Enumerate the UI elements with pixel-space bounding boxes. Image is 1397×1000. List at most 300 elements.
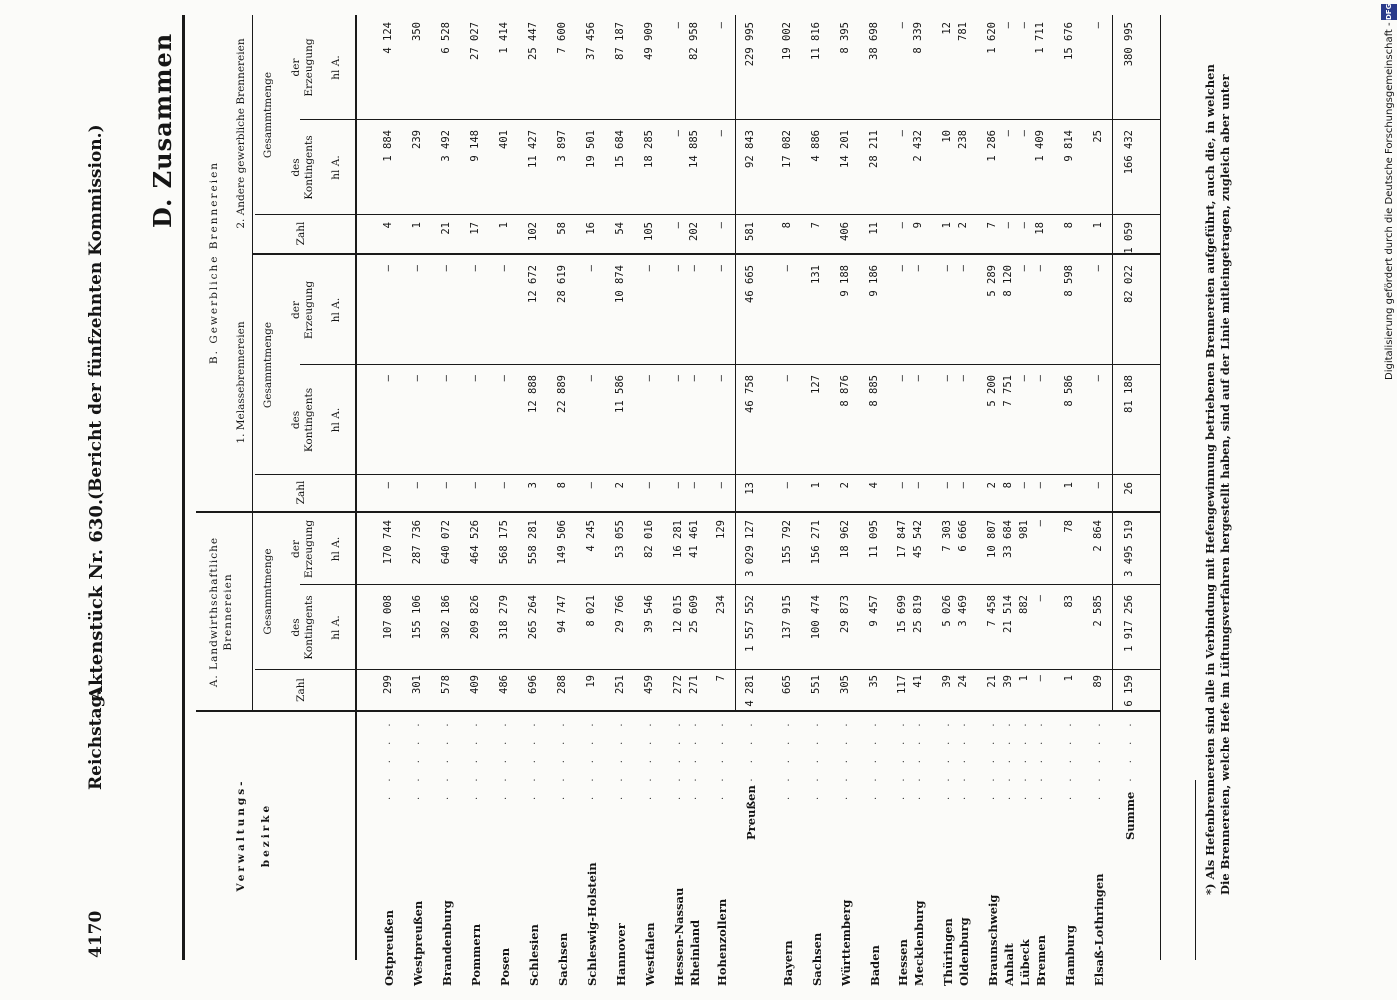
table-cell-b2-kont: —: [1018, 130, 1030, 137]
leader-dots: . . . . .: [1034, 717, 1045, 800]
table-cell-b2-zahl: —: [896, 222, 908, 229]
table-cell-b1-erz: —: [781, 265, 793, 272]
table-cell-b1-erz: —: [1092, 265, 1104, 272]
table-cell-a-erz: 16 281: [672, 520, 684, 558]
table-cell-a-erz: 155 792: [781, 520, 793, 565]
leader-dots: . . . . .: [1063, 717, 1074, 800]
table-cell-b2-kont: —: [896, 130, 908, 137]
table-cell-a-kont: 15 699: [896, 595, 908, 633]
table-cell-b1-erz: —: [382, 265, 394, 272]
table-cell-a-erz: 129: [715, 520, 727, 539]
header-kont-b1: Kontingents: [303, 387, 315, 453]
table-cell-a-zahl: 117: [896, 675, 908, 694]
table-cell-b1-kont: —: [672, 375, 684, 382]
header-der-b2: der: [290, 58, 302, 77]
header-group-b: B. Gewerbliche Brennereien: [208, 160, 220, 365]
row-label: Schleswig-Holstein: [585, 862, 599, 986]
table-cell-a-zahl: 41: [912, 675, 924, 688]
row-label: Sachsen: [810, 932, 824, 986]
table-cell-a-kont: 882: [1018, 595, 1030, 614]
table-cell-b1-kont: —: [941, 375, 953, 382]
row-label: Oldenburg: [957, 917, 971, 986]
document-number: Aktenstück Nr. 630.: [86, 498, 107, 700]
table-cell-b2-kont: 25: [1092, 130, 1104, 143]
header-group-b1: 1. Melassebrennereien: [235, 321, 247, 444]
table-cell-a-kont: 3 469: [957, 595, 969, 627]
table-cell-a-kont: 155 106: [411, 595, 423, 640]
table-cell-b2-erz: 15 676: [1063, 22, 1075, 60]
table-cell-a-kont: 94 747: [556, 595, 568, 633]
row-label: Braunschweig: [986, 894, 1000, 986]
table-cell-b2-kont: 1 409: [1034, 130, 1046, 162]
table-cell-b2-kont: 238: [957, 130, 969, 149]
table-cell-b2-zahl: 102: [527, 222, 539, 241]
table-cell-a-zahl: 39: [1002, 675, 1014, 688]
table-cell-a-erz: 3 029 127: [744, 520, 756, 577]
table-cell-a-zahl: 271: [688, 675, 700, 694]
table-cell-b1-erz: —: [643, 265, 655, 272]
table-cell-b1-kont: 12 888: [527, 375, 539, 413]
row-label: Elsaß-Lothringen: [1092, 873, 1106, 986]
header-unit-a2: hl A.: [330, 536, 342, 562]
table-cell-b2-kont: 3 492: [440, 130, 452, 162]
table-cell-a-erz: 10 807: [986, 520, 998, 558]
table-cell-a-zahl: 4 281: [744, 675, 756, 707]
table-cell-a-erz: 558 281: [527, 520, 539, 565]
table-cell-b1-erz: —: [498, 265, 510, 272]
table-cell-a-kont: 1 917 256: [1123, 595, 1135, 652]
table-cell-b2-zahl: 8: [781, 222, 793, 229]
leader-dots: . . . . .: [1002, 717, 1013, 800]
table-cell-b1-zahl: 13: [744, 482, 756, 495]
table-cell-a-erz: 568 175: [498, 520, 510, 565]
leader-dots: . . . . .: [941, 717, 952, 800]
table-cell-a-zahl: 39: [941, 675, 953, 688]
reichstag-label: Reichstag.: [86, 689, 106, 790]
row-label: Bremen: [1034, 935, 1048, 986]
table-cell-b1-zahl: —: [643, 482, 655, 489]
table-cell-b1-erz: 82 022: [1123, 265, 1135, 303]
table-cell-b2-zahl: 1: [1092, 222, 1104, 229]
leader-dots: . . . . .: [614, 717, 625, 800]
table-cell-b1-kont: —: [440, 375, 452, 382]
header-zahl-a: Zahl: [295, 678, 307, 702]
table-cell-b1-erz: —: [672, 265, 684, 272]
table-cell-b2-zahl: —: [1002, 222, 1014, 229]
table-cell-a-zahl: 21: [986, 675, 998, 688]
leader-dots: . . . . .: [585, 717, 596, 800]
leader-dots: . . . . .: [1018, 717, 1029, 800]
table-cell-b2-erz: 7 600: [556, 22, 568, 54]
table-cell-a-kont: 2 585: [1092, 595, 1104, 627]
header-gesammt-b2: Gesammtmenge: [262, 71, 274, 159]
table-cell-b2-erz: 781: [957, 22, 969, 41]
table-cell-b1-erz: —: [688, 265, 700, 272]
table-cell-b2-erz: 1 620: [986, 22, 998, 54]
table-cell-b1-erz: 46 665: [744, 265, 756, 303]
col-divider-kont-a: [300, 584, 1160, 585]
table-cell-b1-kont: —: [688, 375, 700, 382]
table-cell-a-kont: 21 514: [1002, 595, 1014, 633]
row-label: Pommern: [469, 923, 483, 986]
table-cell-b1-kont: 11 586: [614, 375, 626, 413]
table-cell-a-zahl: 578: [440, 675, 452, 694]
table-cell-b1-zahl: —: [896, 482, 908, 489]
table-cell-a-kont: 12 015: [672, 595, 684, 633]
table-cell-b2-zahl: 9: [912, 222, 924, 229]
table-cell-b2-zahl: 7: [986, 222, 998, 229]
table-cell-b1-zahl: 8: [1002, 482, 1014, 489]
table-cell-b2-erz: 8 395: [839, 22, 851, 54]
table-cell-b2-zahl: 8: [1063, 222, 1075, 229]
table-cell-b1-erz: 5 289: [986, 265, 998, 297]
table-cell-b1-zahl: —: [585, 482, 597, 489]
table-cell-a-erz: 2 864: [1092, 520, 1104, 552]
table-cell-b1-zahl: 3: [527, 482, 539, 489]
table-cell-b2-kont: 17 082: [781, 130, 793, 168]
header-unit-b1a: hl A.: [330, 407, 342, 433]
table-cell-b2-erz: 11 816: [810, 22, 822, 60]
table-cell-b2-kont: 4 886: [810, 130, 822, 162]
table-cell-b2-erz: 1 711: [1034, 22, 1046, 54]
table-cell-a-erz: 11 095: [868, 520, 880, 558]
table-cell-b1-kont: —: [498, 375, 510, 382]
leader-dots: . . . . .: [469, 717, 480, 800]
header-zahl-b2: Zahl: [295, 221, 307, 246]
row-label: Sachsen: [556, 932, 570, 986]
row-label: Preußen: [744, 785, 758, 840]
leader-dots: . . . . .: [868, 717, 879, 800]
table-cell-b2-zahl: 11: [868, 222, 880, 235]
leader-dots: . . . . .: [556, 717, 567, 800]
table-cell-b2-kont: 9 148: [469, 130, 481, 162]
table-cell-b1-kont: —: [912, 375, 924, 382]
table-cell-b1-erz: 8 120: [1002, 265, 1014, 297]
table-cell-b2-kont: —: [1002, 130, 1014, 137]
table-cell-a-erz: 170 744: [382, 520, 394, 565]
table-cell-b1-erz: 28 619: [556, 265, 568, 303]
leader-dots: . . . . .: [440, 717, 451, 800]
leader-dots: . . . . .: [957, 717, 968, 800]
table-cell-a-erz: 4 245: [585, 520, 597, 552]
table-cell-a-erz: 464 526: [469, 520, 481, 565]
table-cell-a-kont: 5 026: [941, 595, 953, 627]
table-cell-b2-kont: 92 843: [744, 130, 756, 168]
col-divider-zahl-a: [255, 669, 1160, 670]
row-label: Mecklenburg: [912, 900, 926, 986]
leader-dots: . . . . .: [986, 717, 997, 800]
header-bezirke-2: bezirke: [260, 802, 272, 868]
leader-dots: . . . . .: [527, 717, 538, 800]
table-cell-a-kont: 137 915: [781, 595, 793, 640]
table-cell-a-kont: 209 826: [469, 595, 481, 640]
table-cell-a-zahl: 288: [556, 675, 568, 694]
table-cell-a-zahl: 89: [1092, 675, 1104, 688]
table-cell-b2-erz: 38 698: [868, 22, 880, 60]
row-label: Summe: [1123, 791, 1137, 840]
table-cell-b2-zahl: 18: [1034, 222, 1046, 235]
table-cell-a-zahl: 696: [527, 675, 539, 694]
section-title: D. Zusammen: [148, 32, 177, 228]
row-label: Hessen-Nassau: [672, 887, 686, 986]
header-der-b1: der: [290, 301, 302, 319]
table-cell-b2-erz: 25 447: [527, 22, 539, 60]
table-cell-b1-zahl: —: [469, 482, 481, 489]
table-cell-b1-zahl: —: [688, 482, 700, 489]
table-cell-a-erz: 78: [1063, 520, 1075, 533]
table-cell-b1-kont: —: [1092, 375, 1104, 382]
header-kont-b2: Kontingents: [303, 135, 315, 200]
table-cell-b2-zahl: 1: [498, 222, 510, 229]
table-cell-b1-zahl: 1: [810, 482, 822, 489]
footnote-line-1: *) Als Hefenbrennereien sind alle in Verbindung mit Hefengewinnung betriebenen Brennereien aufgeführt, auch die, in welchen: [1203, 64, 1217, 895]
header-group-a: A. Landwirthschaftliche: [208, 536, 220, 688]
table-cell-b1-kont: —: [1034, 375, 1046, 382]
table-header-rule: [355, 15, 357, 960]
table-cell-a-erz: 33 684: [1002, 520, 1014, 558]
table-cell-b1-zahl: —: [781, 482, 793, 489]
table-cell-a-kont: 234: [715, 595, 727, 614]
header-gesammt-a: Gesammtmenge: [262, 548, 274, 635]
col-divider-kont-b2: [300, 119, 1160, 120]
table-cell-b2-zahl: 16: [585, 222, 597, 235]
table-cell-b2-zahl: 105: [643, 222, 655, 241]
table-cell-b1-kont: 7 751: [1002, 375, 1014, 407]
table-cell-a-kont: 29 766: [614, 595, 626, 633]
table-cell-b2-erz: 1 414: [498, 22, 510, 54]
table-cell-a-kont: 25 609: [688, 595, 700, 633]
table-cell-b1-zahl: —: [941, 482, 953, 489]
table-cell-a-zahl: 1: [1018, 675, 1030, 682]
table-cell-b1-erz: —: [440, 265, 452, 272]
row-label: Hamburg: [1063, 925, 1077, 986]
table-cell-b1-erz: 10 874: [614, 265, 626, 303]
row-label: Schlesien: [527, 924, 541, 986]
footnote-rule: [1195, 780, 1196, 960]
header-subrule-b: [252, 15, 253, 500]
table-cell-b2-kont: 28 211: [868, 130, 880, 168]
table-cell-b1-zahl: —: [1092, 482, 1104, 489]
table-cell-b2-kont: 166 432: [1123, 130, 1135, 175]
table-cell-a-erz: 18 962: [839, 520, 851, 558]
table-cell-b2-erz: 27 027: [469, 22, 481, 60]
row-label: Hannover: [614, 923, 628, 986]
header-des-b2: des: [290, 158, 302, 177]
table-cell-b1-erz: —: [1034, 265, 1046, 272]
table-cell-b1-zahl: —: [672, 482, 684, 489]
dfg-watermark-text: Digitalisierung gefördert durch die Deutsche Forschungsgemeinschaft -: [1384, 22, 1395, 380]
table-cell-a-zahl: 551: [810, 675, 822, 694]
table-cell-b1-kont: —: [957, 375, 969, 382]
subtotal-rule: [1112, 15, 1113, 710]
table-cell-a-erz: 53 055: [614, 520, 626, 558]
table-cell-b2-erz: 229 995: [744, 22, 756, 67]
row-label: Bayern: [781, 940, 795, 986]
header-unit-b2b: hl A.: [330, 55, 342, 80]
table-cell-b2-erz: 49 909: [643, 22, 655, 60]
table-cell-b2-erz: —: [1092, 22, 1104, 29]
table-cell-a-erz: 287 736: [411, 520, 423, 565]
leader-dots: . . . . .: [1092, 717, 1103, 800]
table-cell-b2-zahl: 1: [941, 222, 953, 229]
table-bottom-rule: [1160, 15, 1161, 960]
table-cell-b1-zahl: —: [1018, 482, 1030, 489]
table-cell-b2-zahl: 1 059: [1123, 222, 1135, 254]
table-cell-b1-kont: 8 876: [839, 375, 851, 407]
table-cell-b2-erz: 87 187: [614, 22, 626, 60]
table-cell-b2-zahl: 406: [839, 222, 851, 241]
header-kont-a: Kontingents: [303, 595, 315, 660]
table-cell-a-kont: 7 458: [986, 595, 998, 627]
table-cell-a-zahl: 665: [781, 675, 793, 694]
row-label: Rheinland: [688, 919, 702, 986]
header-group-a-2: Brennereien: [222, 573, 234, 651]
header-erz-b1: Erzeugung: [303, 280, 315, 340]
row-label: Brandenburg: [440, 900, 454, 986]
leader-dots: . . . . .: [912, 717, 923, 800]
header-zahl-b1: Zahl: [295, 480, 307, 505]
table-cell-b1-kont: —: [715, 375, 727, 382]
table-cell-b2-erz: —: [896, 22, 908, 29]
table-cell-a-kont: 8 021: [585, 595, 597, 627]
row-label: Baden: [868, 945, 882, 986]
table-cell-a-zahl: —: [1034, 675, 1046, 682]
table-cell-b1-kont: —: [585, 375, 597, 382]
leader-dots: . . . . .: [688, 717, 699, 800]
table-cell-b1-zahl: —: [382, 482, 394, 489]
table-cell-a-kont: 83: [1063, 595, 1075, 608]
table-cell-a-kont: 29 873: [839, 595, 851, 633]
table-cell-a-zahl: 19: [585, 675, 597, 688]
table-cell-a-erz: 640 072: [440, 520, 452, 565]
leader-dots: . . . . .: [498, 717, 509, 800]
table-cell-b1-zahl: 1: [1063, 482, 1075, 489]
table-cell-a-kont: 107 008: [382, 595, 394, 640]
table-cell-b2-zahl: 58: [556, 222, 568, 235]
table-cell-b2-kont: 11 427: [527, 130, 539, 168]
table-cell-b1-erz: —: [585, 265, 597, 272]
table-cell-b1-kont: 8 586: [1063, 375, 1075, 407]
report-title: (Bericht der fünfzehnten Kommission.): [86, 124, 106, 500]
table-cell-b2-erz: —: [672, 22, 684, 29]
table-cell-b1-erz: 12 672: [527, 265, 539, 303]
table-cell-a-erz: 149 506: [556, 520, 568, 565]
table-cell-a-zahl: 299: [382, 675, 394, 694]
table-cell-a-erz: 7 303: [941, 520, 953, 552]
header-group-b2: 2. Andere gewerbliche Brennereien: [235, 38, 247, 229]
table-cell-b1-erz: 131: [810, 265, 822, 284]
table-cell-b2-kont: 19 501: [585, 130, 597, 168]
footnote-line-2: Die Brennereien, welche Hefe im Lüftungsverfahren hergestellt haben, sind auf der Linie mitleingetragen, zugleich aber unter: [1218, 74, 1232, 895]
table-cell-b2-erz: 37 456: [585, 22, 597, 60]
table-cell-a-erz: 45 542: [912, 520, 924, 558]
table-cell-a-erz: 17 847: [896, 520, 908, 558]
table-cell-a-kont: 302 186: [440, 595, 452, 640]
table-cell-b2-zahl: 54: [614, 222, 626, 235]
table-cell-a-zahl: 35: [868, 675, 880, 688]
table-cell-b2-kont: —: [715, 130, 727, 137]
row-label: Westpreußen: [411, 900, 425, 986]
table-cell-b1-kont: —: [896, 375, 908, 382]
row-label: Lübeck: [1018, 939, 1032, 986]
table-cell-a-erz: 6 666: [957, 520, 969, 552]
table-cell-b1-kont: 8 885: [868, 375, 880, 407]
table-cell-b1-zahl: —: [498, 482, 510, 489]
table-cell-a-zahl: 6 159: [1123, 675, 1135, 707]
table-cell-b2-kont: 14 885: [688, 130, 700, 168]
table-cell-b1-zahl: 2: [839, 482, 851, 489]
table-cell-b2-erz: 4 124: [382, 22, 394, 54]
table-cell-b1-kont: —: [781, 375, 793, 382]
leader-dots: . . . . .: [810, 717, 821, 800]
table-cell-b1-zahl: 26: [1123, 482, 1135, 495]
table-cell-b2-kont: —: [672, 130, 684, 137]
row-label: Posen: [498, 947, 512, 986]
table-cell-b1-kont: 5 200: [986, 375, 998, 407]
table-cell-b1-erz: —: [469, 265, 481, 272]
header-der-a: der: [290, 540, 302, 558]
table-cell-b1-erz: 9 188: [839, 265, 851, 297]
table-cell-a-zahl: 272: [672, 675, 684, 694]
leader-dots: . . . . .: [839, 717, 850, 800]
table-cell-b2-kont: 401: [498, 130, 510, 149]
table-cell-b1-zahl: —: [440, 482, 452, 489]
table-cell-a-zahl: 251: [614, 675, 626, 694]
table-cell-b2-kont: 9 814: [1063, 130, 1075, 162]
table-cell-b2-zahl: 7: [810, 222, 822, 229]
table-cell-b1-kont: 81 188: [1123, 375, 1135, 413]
table-cell-b2-kont: 3 897: [556, 130, 568, 162]
leader-dots: . . . . .: [672, 717, 683, 800]
table-cell-a-kont: —: [1034, 595, 1046, 602]
table-cell-b1-erz: —: [957, 265, 969, 272]
table-cell-a-zahl: 24: [957, 675, 969, 688]
header-des-b1: des: [290, 410, 302, 430]
table-cell-b1-zahl: 2: [986, 482, 998, 489]
table-cell-b2-erz: —: [1018, 22, 1030, 29]
row-label: Thüringen: [941, 918, 955, 986]
table-cell-a-zahl: 1: [1063, 675, 1075, 682]
table-cell-b2-zahl: —: [1018, 222, 1030, 229]
table-cell-b1-kont: 22 889: [556, 375, 568, 413]
table-cell-b1-zahl: —: [411, 482, 423, 489]
table-cell-a-kont: 25 819: [912, 595, 924, 633]
table-cell-b2-erz: 12: [941, 22, 953, 35]
table-cell-b2-zahl: 202: [688, 222, 700, 241]
header-bezirke: Verwaltungs-: [235, 778, 247, 892]
table-cell-a-kont: 39 546: [643, 595, 655, 633]
table-cell-b2-erz: 8 339: [912, 22, 924, 54]
table-cell-b1-zahl: 8: [556, 482, 568, 489]
leader-dots: . . . . .: [411, 717, 422, 800]
table-cell-b2-kont: 1 286: [986, 130, 998, 162]
table-cell-b1-erz: —: [1018, 265, 1030, 272]
table-cell-b1-kont: 46 758: [744, 375, 756, 413]
header-des-a: des: [290, 618, 302, 637]
header-unit-b2a: hl A.: [330, 155, 342, 180]
header-erz-b2: Erzeugung: [303, 38, 315, 97]
row-label: Hessen: [896, 939, 910, 986]
table-cell-a-kont: 1 557 552: [744, 595, 756, 652]
row-label: Anhalt: [1002, 943, 1016, 986]
table-cell-b1-zahl: —: [957, 482, 969, 489]
table-cell-b2-zahl: 581: [744, 222, 756, 241]
header-gesammt-b1: Gesammtmenge: [262, 321, 274, 409]
table-cell-a-erz: 156 271: [810, 520, 822, 565]
table-cell-a-erz: —: [1034, 520, 1046, 527]
leader-dots: . . . . .: [896, 717, 907, 800]
row-label: Westfalen: [643, 922, 657, 986]
